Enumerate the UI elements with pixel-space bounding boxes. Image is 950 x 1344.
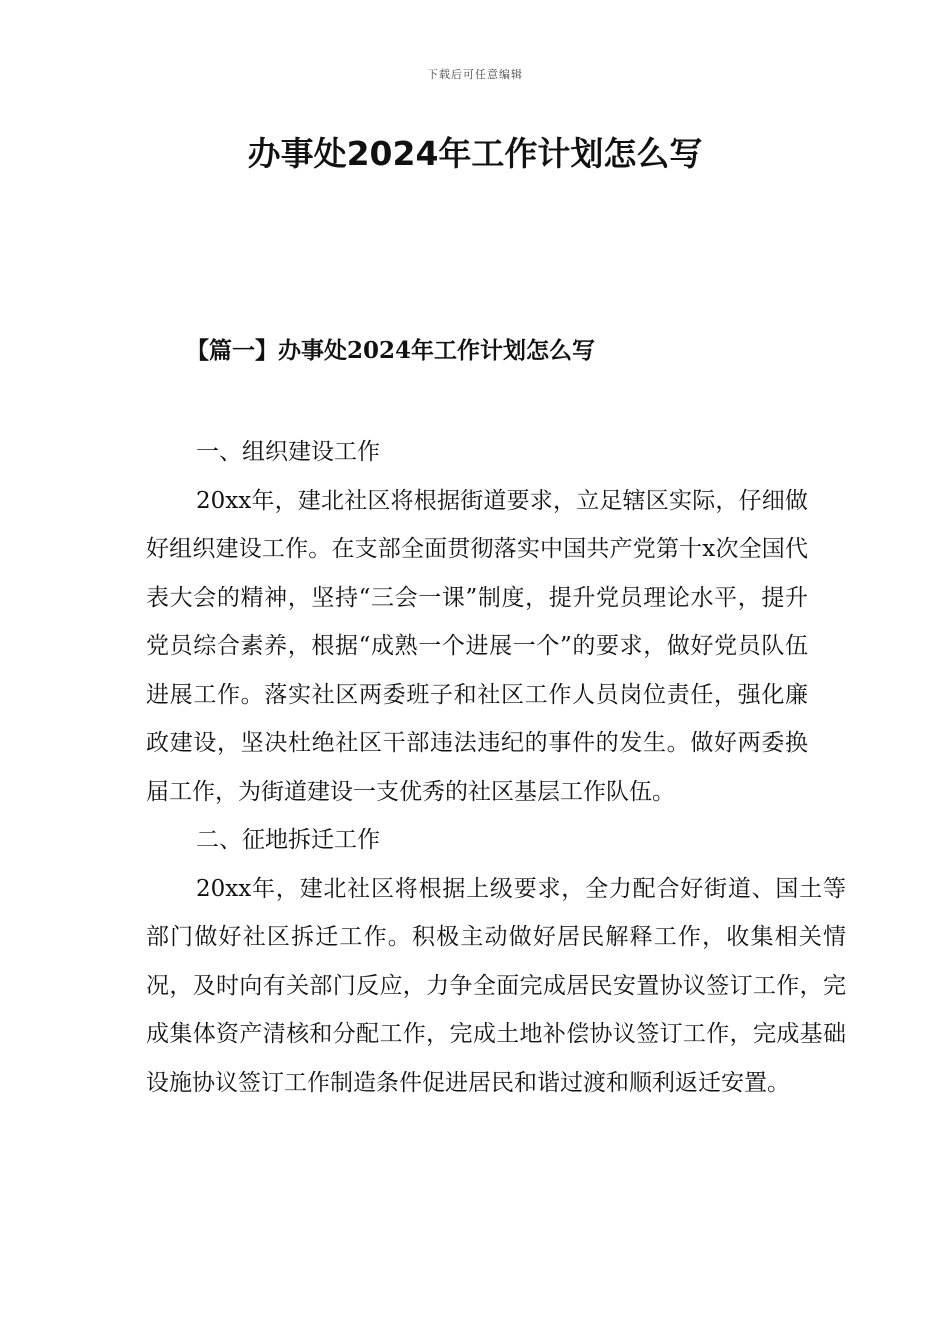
section-paragraph-organization: 20xx年，建北社区将根据街道要求，立足辖区实际，仔细做好组织建设工作。在支部全面贯彻落实中国共产党第十x次全国代表大会的精神，坚持“三会一课”制度，提升党员理论水平，提升党员综合素养，根据“成熟一个进展一个”的要求，做好党员队伍进展工作。落实社区两委班子和社区工作人员岗位责任，强化廉政建设，坚决杜绝社区干部违法违纪的事件的发生。做好两委换届工作，为街道建设一支优秀的社区基层工作队伍。 bbox=[146, 487, 808, 805]
document-body bbox=[146, 428, 846, 1107]
header-note: 下载后可任意编辑 bbox=[427, 68, 523, 81]
section-heading-demolition: 二、征地拆迁工作 bbox=[196, 827, 380, 853]
section-paragraph-demolition: 20xx年，建北社区将根据上级要求，全力配合好街道、国土等部门做好社区拆迁工作。积极主动做好居民解释工作，收集相关情况，及时向有关部门反应，力争全面完成居民安置协议签订工作，完成集体资产清核和分配工作，完成土地补偿协议签订工作，完成基础设施协议签订工作制造条件促进居民和谐过渡和顺利返迁安置。 bbox=[146, 875, 846, 1096]
part-heading: 【篇一】办事处2024年工作计划怎么写 bbox=[186, 337, 596, 364]
document-title: 办事处2024年工作计划怎么写 bbox=[247, 134, 703, 173]
section-heading-organization: 一、组织建设工作 bbox=[196, 439, 380, 465]
